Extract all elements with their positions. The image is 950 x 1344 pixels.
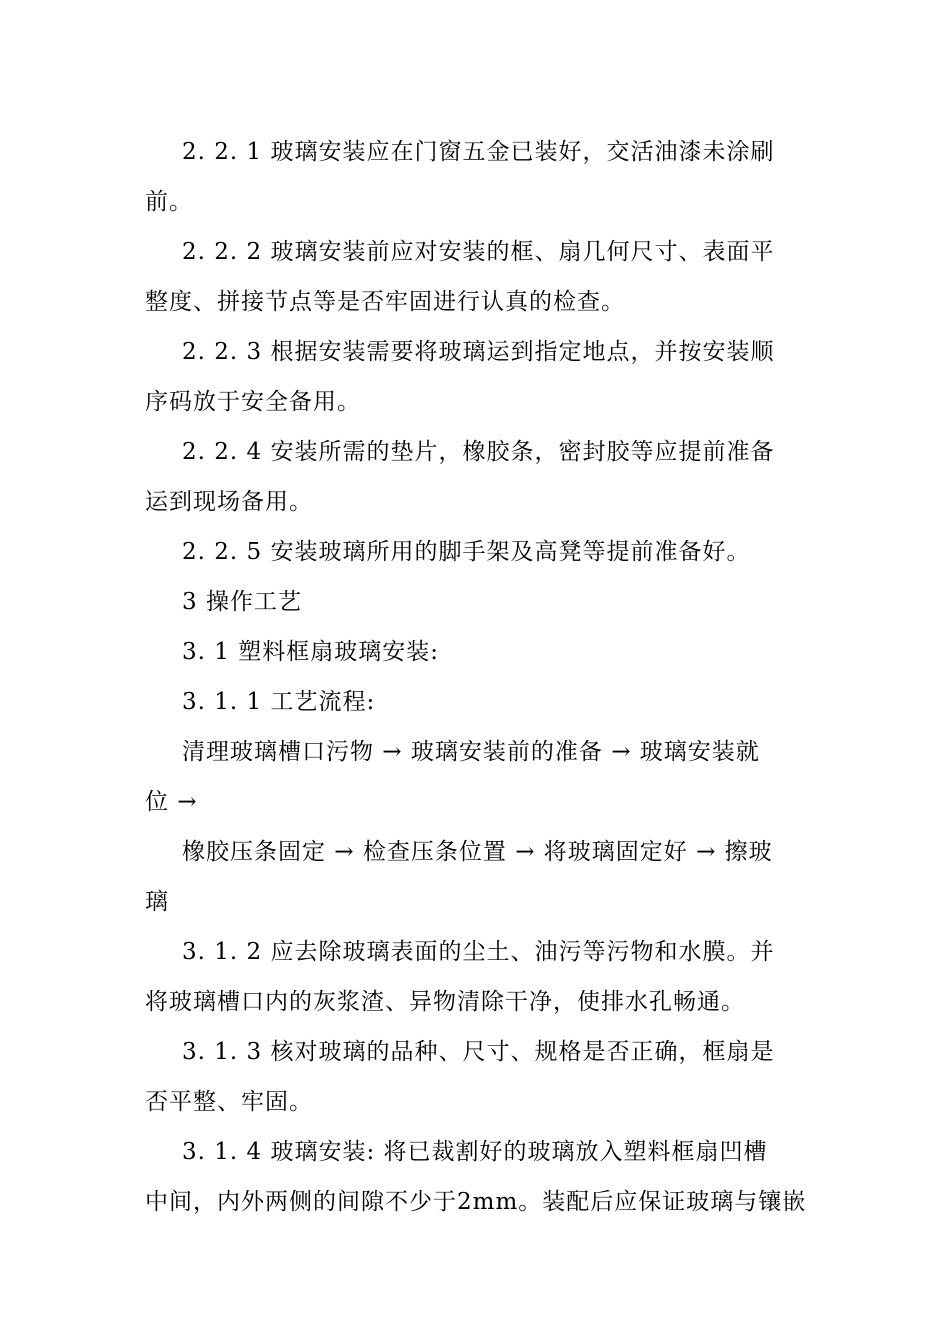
section-heading-3: 3 操作工艺 (182, 589, 302, 615)
paragraph-2-2-3-line-2: 序码放于安全备用。 (145, 389, 361, 415)
process-flow-line-3: 橡胶压条固定 → 检查压条位置 → 将玻璃固定好 → 擦玻 (182, 839, 773, 865)
subsection-heading-3-1-1: 3. 1. 1 工艺流程: (182, 689, 376, 715)
paragraph-3-1-3-line-2: 否平整、牢固。 (145, 1089, 313, 1115)
paragraph-2-2-1-line-1: 2. 2. 1 玻璃安装应在门窗五金已装好，交活油漆未涂刷 (182, 139, 775, 165)
paragraph-2-2-4-line-1: 2. 2. 4 安装所需的垫片，橡胶条，密封胶等应提前准备 (182, 439, 775, 465)
paragraph-2-2-4-line-2: 运到现场备用。 (145, 489, 313, 515)
process-flow-line-4: 璃 (145, 889, 169, 915)
paragraph-3-1-3-line-1: 3. 1. 3 核对玻璃的品种、尺寸、规格是否正确，框扇是 (182, 1039, 775, 1065)
paragraph-2-2-3-line-1: 2. 2. 3 根据安装需要将玻璃运到指定地点，并按安装顺 (182, 339, 775, 365)
process-flow-line-2: 位 → (145, 789, 198, 815)
paragraph-2-2-2-line-2: 整度、拼接节点等是否牢固进行认真的检查。 (145, 289, 625, 315)
paragraph-2-2-5: 2. 2. 5 安装玻璃所用的脚手架及高凳等提前准备好。 (182, 539, 751, 565)
paragraph-2-2-1-line-2: 前。 (145, 189, 193, 215)
paragraph-3-1-2-line-1: 3. 1. 2 应去除玻璃表面的尘土、油污等污物和水膜。并 (182, 939, 775, 965)
paragraph-2-2-2-line-1: 2. 2. 2 玻璃安装前应对安装的框、扇几何尺寸、表面平 (182, 239, 775, 265)
paragraph-3-1-4-line-2: 中间，内外两侧的间隙不少于2mm。装配后应保证玻璃与镶嵌 (145, 1189, 807, 1215)
paragraph-3-1-4-line-1: 3. 1. 4 玻璃安装: 将已裁割好的玻璃放入塑料框扇凹槽 (182, 1139, 768, 1165)
process-flow-line-1: 清理玻璃槽口污物 → 玻璃安装前的准备 → 玻璃安装就 (182, 739, 760, 765)
subsection-heading-3-1: 3. 1 塑料框扇玻璃安装: (182, 639, 439, 665)
paragraph-3-1-2-line-2: 将玻璃槽口内的灰浆渣、异物清除干净，使排水孔畅通。 (145, 989, 745, 1015)
